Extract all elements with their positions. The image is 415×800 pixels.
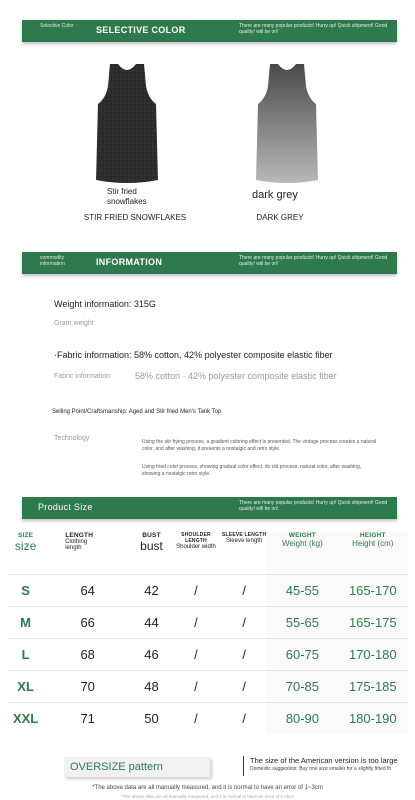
size-label: XXL (8, 703, 43, 735)
selling-point: Selling Point/Craftsmanship: Aged and Stir fried Men's Tank Top (52, 409, 222, 415)
bust-value: 46 (132, 639, 171, 671)
technology-label: Technology (54, 435, 90, 442)
product-size-banner (22, 497, 397, 519)
banner-note: There are many popular products! Hurry up! Quick shipment! Good quality! will be on! (239, 23, 388, 35)
size-table-header (8, 532, 408, 575)
size-label: XL (8, 671, 43, 703)
selective-color-banner (22, 20, 397, 42)
fabric-subtitle-label: Fabric information (54, 373, 111, 380)
shoulder-value: / (171, 575, 221, 607)
size-row-l (8, 639, 408, 671)
size-row-m (8, 607, 408, 639)
height-value: 175-185 (338, 671, 408, 703)
weight-value: 55-65 (267, 607, 337, 639)
shoulder-value: / (171, 639, 221, 671)
technology-paragraph-1: Using the stir frying process, a gradient coloring effect is presented. The vintage process creates a natural color, and after washing, it presents a nostalgic and retro style. (142, 439, 377, 452)
fabric-subtitle-value: 58% cotton · 42% polyester composite elastic fiber (135, 371, 337, 381)
header-shoulder: SHOULDER LENGTH Shoulder width (176, 532, 216, 550)
bust-value: 50 (132, 703, 171, 735)
weight-value: 80-90 (267, 703, 337, 735)
weight-value: 45-55 (267, 575, 337, 607)
header-length: LENGTH Clothing length (65, 532, 94, 551)
header-weight: WEIGHT Weight (kg) (267, 532, 337, 575)
color-name-snowflakes: Stir fried snowflakes (107, 187, 147, 206)
header-size: SIZE size (14, 532, 37, 553)
fabric-info: ·Fabric information: 58% cotton, 42% polyester composite elastic fiber (54, 350, 333, 360)
tank-top-grey-image (252, 62, 322, 184)
bust-value: 42 (132, 575, 171, 607)
shoulder-value: / (171, 671, 221, 703)
footer-divider (243, 756, 244, 776)
measurement-note-small: *The above data are all manually measured, and it is normal to have an error of 1~3cm (121, 794, 294, 799)
banner-subtitle: commodity information (40, 255, 65, 267)
length-value: 68 (43, 639, 132, 671)
size-label: M (8, 607, 43, 639)
sleeve-value: / (221, 607, 267, 639)
shoulder-value: / (171, 607, 221, 639)
size-row-s (8, 575, 408, 607)
banner-title: SELECTIVE COLOR (96, 25, 186, 35)
length-value: 70 (43, 671, 132, 703)
weight-value: 70-85 (267, 671, 337, 703)
shoulder-value: / (171, 703, 221, 735)
length-value: 64 (43, 575, 132, 607)
color-caption-dark-grey: DARK GREY (256, 213, 304, 222)
size-label: L (8, 639, 43, 671)
weight-value: 60-75 (267, 639, 337, 671)
header-height: HEIGHT Height (cm) (338, 532, 408, 575)
header-bust: BUST bust (140, 532, 163, 553)
height-value: 170-180 (338, 639, 408, 671)
size-label: S (8, 575, 43, 607)
information-banner (22, 252, 397, 274)
banner-subtitle: Selective Color (40, 23, 74, 29)
color-name-dark-grey: dark grey (252, 189, 298, 201)
measurement-note: *The above data are all manually measured, and it is normal to have an error of 1~3cm (92, 785, 323, 791)
size-row-xxl (8, 703, 408, 735)
technology-paragraph-2: Using fried color process, showing gradual color effect, do old process, natural color, after washing, showing a nostalgic retro style. (142, 464, 362, 477)
length-value: 66 (43, 607, 132, 639)
banner-title: Product Size (38, 502, 93, 512)
length-value: 71 (43, 703, 132, 735)
tank-top-black-image (92, 62, 162, 184)
weight-info: Weight information: 315G (54, 299, 156, 309)
sleeve-value: / (221, 671, 267, 703)
height-value: 180-190 (338, 703, 408, 735)
height-value: 165-170 (338, 575, 408, 607)
size-table (8, 532, 408, 734)
weight-subtitle: Gram weight (54, 320, 94, 327)
bust-value: 44 (132, 607, 171, 639)
header-sleeve: SLEEVE LENGTH Sleeve length (222, 532, 267, 544)
banner-note: There are many popular products! Hurry up! Quick shipment! Good quality! will be on! (239, 500, 388, 512)
oversize-pattern-label: OVERSIZE pattern (64, 757, 210, 777)
sleeve-value: / (221, 703, 267, 735)
us-size-note: The size of the American version is too large (250, 756, 398, 765)
banner-note: There are many popular products! Hurry up! Quick shipment! Good quality! will be on! (239, 255, 388, 267)
color-caption-snowflakes: STIR FRIED SNOWFLAKES (83, 213, 187, 222)
sleeve-value: / (221, 575, 267, 607)
size-row-xl (8, 671, 408, 703)
bust-value: 48 (132, 671, 171, 703)
banner-title: INFORMATION (96, 257, 163, 267)
us-size-suggestion: Domestic suggestion: Buy one size smaller for a slightly fitted fit (250, 766, 391, 772)
height-value: 165-175 (338, 607, 408, 639)
sleeve-value: / (221, 639, 267, 671)
